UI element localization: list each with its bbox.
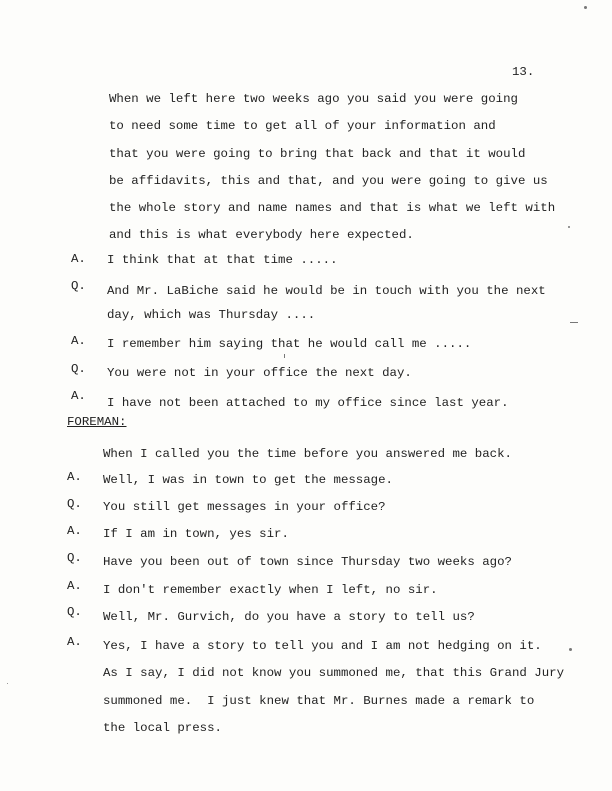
scan-speck	[568, 226, 570, 228]
answer-text: the local press.	[103, 721, 222, 735]
scan-speck	[7, 683, 8, 684]
answer-label: A.	[67, 470, 82, 484]
question-text: And Mr. LaBiche said he would be in touch with you the next	[107, 284, 546, 298]
answer-text: I think that at that time .....	[107, 253, 338, 267]
question-label: Q.	[67, 605, 82, 619]
answer-text: Yes, I have a story to tell you and I am not hedging on it.	[103, 639, 542, 653]
question-label: Q.	[67, 551, 82, 565]
answer-text: As I say, I did not know you summoned me, that this Grand Jury	[103, 666, 565, 680]
scan-speck	[569, 648, 572, 651]
page-number: 13.	[512, 65, 535, 79]
answer-label: A.	[71, 389, 86, 403]
question-text: Well, Mr. Gurvich, do you have a story to tell us?	[103, 610, 475, 624]
paragraph-line: the whole story and name names and that is what we left with	[109, 201, 556, 215]
answer-label: A.	[67, 524, 82, 538]
answer-text: I have not been attached to my office since last year.	[107, 396, 509, 410]
question-text: You were not in your office the next day.	[107, 366, 412, 380]
paragraph-line: When we left here two weeks ago you said you were going	[109, 92, 518, 106]
question-text: day, which was Thursday ....	[107, 308, 316, 322]
answer-text: If I am in town, yes sir.	[103, 527, 289, 541]
scan-speck	[284, 354, 285, 358]
question-text: You still get messages in your office?	[103, 500, 386, 514]
scan-speck	[570, 322, 578, 323]
question-text: Have you been out of town since Thursday two weeks ago?	[103, 555, 512, 569]
paragraph-line: be affidavits, this and that, and you were going to give us	[109, 174, 548, 188]
foreman-statement: When I called you the time before you answered me back.	[103, 447, 512, 461]
answer-text: summoned me. I just knew that Mr. Burnes made a remark to	[103, 694, 535, 708]
speaker-heading: FOREMAN:	[67, 415, 127, 429]
answer-text: I don't remember exactly when I left, no sir.	[103, 583, 438, 597]
paragraph-line: to need some time to get all of your information and	[109, 119, 496, 133]
answer-label: A.	[71, 334, 86, 348]
answer-label: A.	[67, 579, 82, 593]
answer-text: Well, I was in town to get the message.	[103, 473, 393, 487]
answer-text: I remember him saying that he would call me .....	[107, 337, 472, 351]
scan-speck	[584, 6, 587, 9]
paragraph-line: and this is what everybody here expected.	[109, 228, 414, 242]
question-label: Q.	[71, 279, 86, 293]
paragraph-line: that you were going to bring that back and that it would	[109, 147, 526, 161]
question-label: Q.	[71, 362, 86, 376]
answer-label: A.	[67, 635, 82, 649]
question-label: Q.	[67, 497, 82, 511]
answer-label: A.	[71, 252, 86, 266]
